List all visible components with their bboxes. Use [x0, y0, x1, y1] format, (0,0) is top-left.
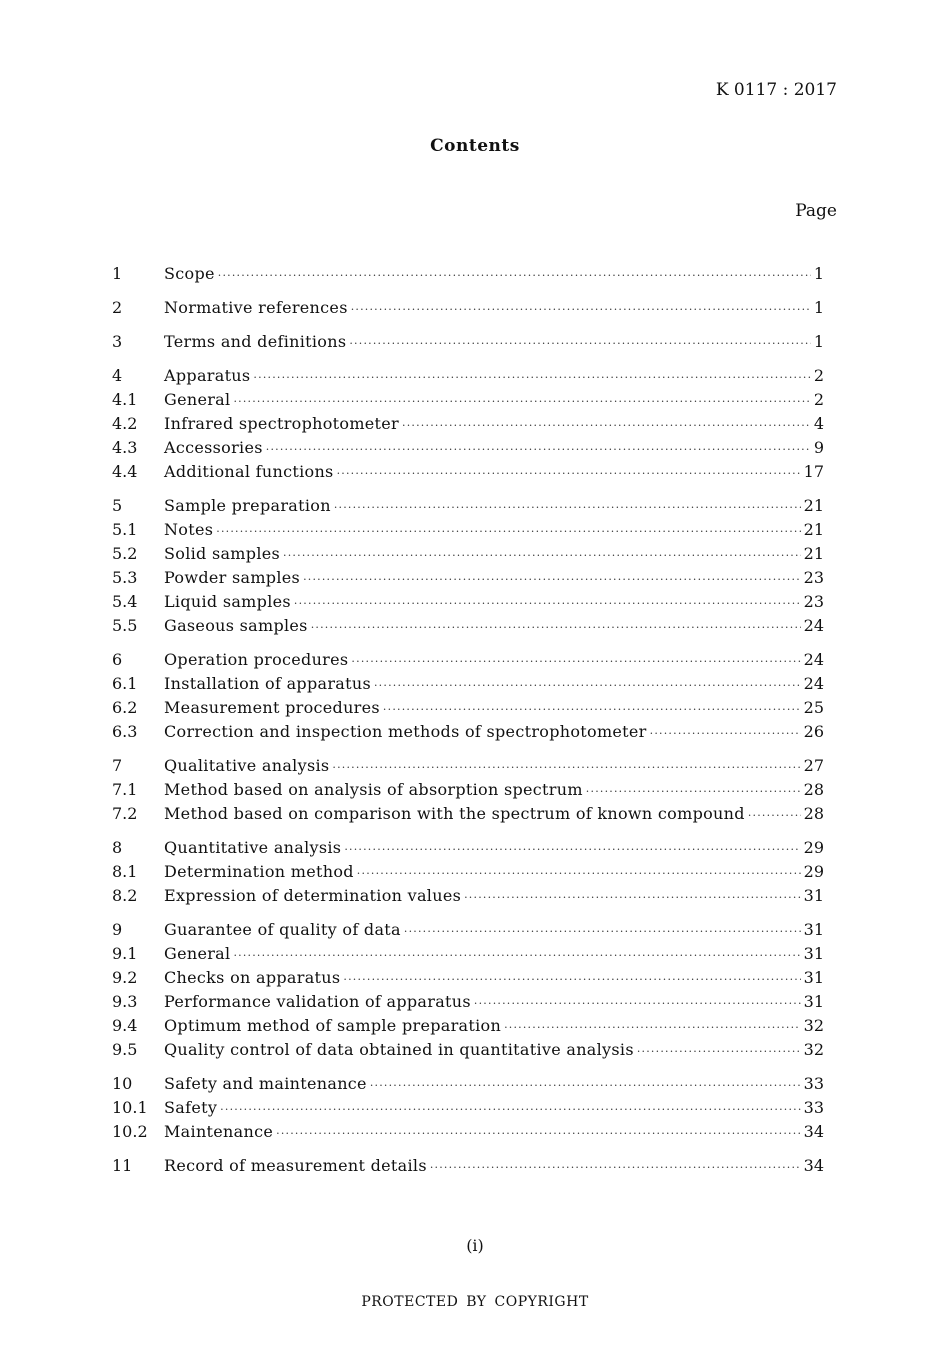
dot-leader: [303, 569, 801, 591]
toc-entry-title: General: [164, 390, 231, 409]
toc-entry-page: 34: [803, 1122, 824, 1141]
dot-leader: [233, 945, 800, 967]
toc-section-group: [112, 1073, 824, 1145]
toc-entry-page: 1: [813, 298, 824, 317]
toc-entry-title: Qualitative analysis: [164, 756, 330, 775]
toc-entry-title: Liquid samples: [164, 592, 291, 611]
toc-entry-title: Installation of apparatus: [164, 674, 371, 693]
dot-leader: [637, 1041, 801, 1063]
toc-entry-number: 9.4: [112, 1016, 138, 1035]
toc-entry[interactable]: [112, 649, 824, 673]
dot-leader: [404, 921, 801, 943]
toc-entry-title: Determination method: [164, 862, 354, 881]
dot-leader: [294, 593, 801, 615]
toc-entry-title: Powder samples: [164, 568, 301, 587]
toc-entry[interactable]: [112, 1039, 824, 1063]
toc-entry-title: Gaseous samples: [164, 616, 308, 635]
toc-entry[interactable]: [112, 1073, 824, 1097]
toc-entry-page: 4: [813, 414, 824, 433]
toc-entry[interactable]: [112, 389, 824, 413]
copyright-notice: PROTECTED BY COPYRIGHT: [361, 1294, 589, 1310]
toc-entry-number: 8: [112, 838, 123, 857]
toc-entry-page: 33: [803, 1074, 824, 1093]
dot-leader: [374, 675, 801, 697]
toc-entry-page: 31: [803, 944, 824, 963]
toc-entry-page: 21: [803, 520, 824, 539]
toc-entry[interactable]: [112, 567, 824, 591]
toc-entry-title: Safety and maintenance: [164, 1074, 367, 1093]
toc-entry-page: 34: [803, 1156, 824, 1175]
toc-entry-title: Quality control of data obtained in quantitative analysis: [164, 1040, 634, 1059]
toc-entry-number: 1: [112, 264, 123, 283]
toc-section-group: [112, 365, 824, 485]
toc-entry-title: Operation procedures: [164, 650, 349, 669]
toc-entry[interactable]: [112, 1121, 824, 1145]
toc-entry-title: Accessories: [164, 438, 263, 457]
toc-entry[interactable]: [112, 837, 824, 861]
toc-entry-title: Maintenance: [164, 1122, 274, 1141]
toc-entry[interactable]: [112, 943, 824, 967]
toc-section-group: [112, 837, 824, 909]
toc-entry[interactable]: [112, 991, 824, 1015]
dot-leader: [504, 1017, 801, 1039]
toc-entry-number: 5.5: [112, 616, 138, 635]
toc-entry-number: 6.2: [112, 698, 138, 717]
toc-entry[interactable]: [112, 437, 824, 461]
toc-entry-number: 4: [112, 366, 123, 385]
toc-entry[interactable]: [112, 543, 824, 567]
toc-entry-number: 5.4: [112, 592, 138, 611]
toc-entry-page: 32: [803, 1040, 824, 1059]
toc-entry-title: Additional functions: [164, 462, 334, 481]
toc-entry-number: 7: [112, 756, 123, 775]
toc-entry-number: 10.1: [112, 1098, 148, 1117]
toc-entry-number: 9.2: [112, 968, 138, 987]
toc-section-group: [112, 495, 824, 639]
toc-entry-page: 31: [803, 992, 824, 1011]
dot-leader: [233, 391, 810, 413]
toc-entry[interactable]: [112, 1155, 824, 1179]
toc-entry[interactable]: [112, 755, 824, 779]
toc-entry-title: Solid samples: [164, 544, 281, 563]
toc-entry-number: 6: [112, 650, 123, 669]
toc-entry-page: 24: [803, 616, 824, 635]
toc-entry-page: 29: [803, 862, 824, 881]
toc-entry-number: 5.3: [112, 568, 138, 587]
toc-entry-page: 27: [803, 756, 824, 775]
toc-entry[interactable]: [112, 413, 824, 437]
toc-entry-page: 1: [813, 332, 824, 351]
toc-entry[interactable]: [112, 297, 824, 321]
toc-entry[interactable]: [112, 861, 824, 885]
toc-entry-page: 31: [803, 968, 824, 987]
toc-entry-number: 5.1: [112, 520, 138, 539]
dot-leader: [650, 723, 801, 745]
toc-entry[interactable]: [112, 967, 824, 991]
dot-leader: [383, 699, 801, 721]
toc-entry-page: 24: [803, 650, 824, 669]
toc-entry-number: 5.2: [112, 544, 138, 563]
toc-entry[interactable]: [112, 365, 824, 389]
toc-entry[interactable]: [112, 697, 824, 721]
toc-entry[interactable]: [112, 1015, 824, 1039]
toc-entry-page: 2: [813, 390, 824, 409]
dot-leader: [748, 805, 801, 827]
toc-entry-number: 8.1: [112, 862, 138, 881]
toc-entry-number: 4.4: [112, 462, 138, 481]
toc-entry-title: Checks on apparatus: [164, 968, 341, 987]
toc-entry-title: Infrared spectrophotometer: [164, 414, 400, 433]
toc-entry-number: 7.1: [112, 780, 138, 799]
toc-entry-page: 31: [803, 886, 824, 905]
toc-entry-page: 23: [803, 592, 824, 611]
toc-entry-number: 8.2: [112, 886, 138, 905]
toc-entry-page: 28: [803, 804, 824, 823]
toc-entry-title: Measurement procedures: [164, 698, 380, 717]
toc-entry-title: Notes: [164, 520, 214, 539]
dot-leader: [266, 439, 811, 461]
toc-section-group: [112, 331, 824, 355]
table-of-contents: [112, 263, 824, 1189]
page-column-label: Page: [795, 201, 837, 221]
dot-leader: [430, 1157, 801, 1179]
toc-entry[interactable]: [112, 519, 824, 543]
toc-entry-page: 26: [803, 722, 824, 741]
toc-entry-page: 29: [803, 838, 824, 857]
toc-entry-number: 3: [112, 332, 123, 351]
toc-section-group: [112, 755, 824, 827]
toc-entry-title: Sample preparation: [164, 496, 331, 515]
document-code: K 0117 : 2017: [715, 80, 837, 100]
toc-entry-number: 6.3: [112, 722, 138, 741]
toc-entry-number: 10: [112, 1074, 133, 1093]
dot-leader: [216, 521, 800, 543]
toc-entry-number: 6.1: [112, 674, 138, 693]
dot-leader: [370, 1075, 801, 1097]
toc-entry-number: 9: [112, 920, 123, 939]
dot-leader: [220, 1099, 800, 1121]
toc-entry-title: Safety: [164, 1098, 218, 1117]
dot-leader: [344, 839, 800, 861]
toc-entry[interactable]: [112, 1097, 824, 1121]
toc-entry[interactable]: [112, 615, 824, 639]
toc-entry[interactable]: [112, 591, 824, 615]
toc-entry-title: Scope: [164, 264, 215, 283]
toc-entry-number: 2: [112, 298, 123, 317]
dot-leader: [351, 299, 811, 321]
toc-entry-title: Guarantee of quality of data: [164, 920, 401, 939]
dot-leader: [334, 497, 801, 519]
dot-leader: [276, 1123, 801, 1145]
dot-leader: [351, 651, 800, 673]
dot-leader: [464, 887, 801, 909]
toc-section-group: [112, 297, 824, 321]
toc-entry[interactable]: [112, 721, 824, 745]
toc-entry-title: Apparatus: [164, 366, 251, 385]
toc-entry-page: 9: [813, 438, 824, 457]
dot-leader: [586, 781, 801, 803]
dot-leader: [311, 617, 801, 639]
toc-entry-number: 11: [112, 1156, 133, 1175]
dot-leader: [253, 367, 810, 389]
toc-entry-title: Optimum method of sample preparation: [164, 1016, 502, 1035]
page-title: Contents: [430, 136, 520, 156]
toc-entry-page: 31: [803, 920, 824, 939]
toc-entry-title: Performance validation of apparatus: [164, 992, 471, 1011]
toc-entry-page: 23: [803, 568, 824, 587]
toc-entry-title: Quantitative analysis: [164, 838, 342, 857]
toc-entry-page: 33: [803, 1098, 824, 1117]
dot-leader: [402, 415, 811, 437]
toc-entry-page: 2: [813, 366, 824, 385]
toc-section-group: [112, 263, 824, 287]
toc-entry-page: 28: [803, 780, 824, 799]
toc-entry[interactable]: [112, 919, 824, 943]
toc-entry-number: 5: [112, 496, 123, 515]
toc-entry[interactable]: [112, 495, 824, 519]
dot-leader: [337, 463, 801, 485]
toc-entry-title: Correction and inspection methods of spectrophotometer: [164, 722, 647, 741]
toc-entry-page: 21: [803, 496, 824, 515]
toc-entry-number: 4.2: [112, 414, 138, 433]
toc-entry-number: 4.1: [112, 390, 138, 409]
toc-entry-number: 7.2: [112, 804, 138, 823]
toc-entry-number: 9.3: [112, 992, 138, 1011]
dot-leader: [343, 969, 800, 991]
toc-entry-number: 10.2: [112, 1122, 148, 1141]
toc-entry[interactable]: [112, 673, 824, 697]
dot-leader: [283, 545, 801, 567]
toc-entry-page: 17: [803, 462, 824, 481]
toc-entry[interactable]: [112, 885, 824, 909]
toc-section-group: [112, 649, 824, 745]
toc-section-group: [112, 919, 824, 1063]
toc-entry-number: 9.5: [112, 1040, 138, 1059]
toc-entry-title: Terms and definitions: [164, 332, 347, 351]
toc-entry-number: 9.1: [112, 944, 138, 963]
toc-entry-title: Normative references: [164, 298, 348, 317]
dot-leader: [474, 993, 801, 1015]
toc-entry-number: 4.3: [112, 438, 138, 457]
toc-entry-page: 32: [803, 1016, 824, 1035]
toc-entry-title: Record of measurement details: [164, 1156, 427, 1175]
toc-entry-title: General: [164, 944, 231, 963]
toc-entry-page: 24: [803, 674, 824, 693]
toc-entry[interactable]: [112, 461, 824, 485]
toc-entry-title: Expression of determination values: [164, 886, 462, 905]
toc-entry-title: Method based on analysis of absorption spectrum: [164, 780, 583, 799]
toc-section-group: [112, 1155, 824, 1179]
dot-leader: [357, 863, 801, 885]
toc-entry-title: Method based on comparison with the spectrum of known compound: [164, 804, 745, 823]
toc-entry[interactable]: [112, 331, 824, 355]
toc-entry[interactable]: [112, 803, 824, 827]
dot-leader: [349, 333, 810, 355]
toc-entry-page: 1: [813, 264, 824, 283]
toc-entry[interactable]: [112, 779, 824, 803]
dot-leader: [218, 265, 811, 287]
toc-entry[interactable]: [112, 263, 824, 287]
toc-entry-page: 25: [803, 698, 824, 717]
toc-entry-page: 21: [803, 544, 824, 563]
page-folio: (i): [466, 1236, 484, 1255]
dot-leader: [332, 757, 800, 779]
